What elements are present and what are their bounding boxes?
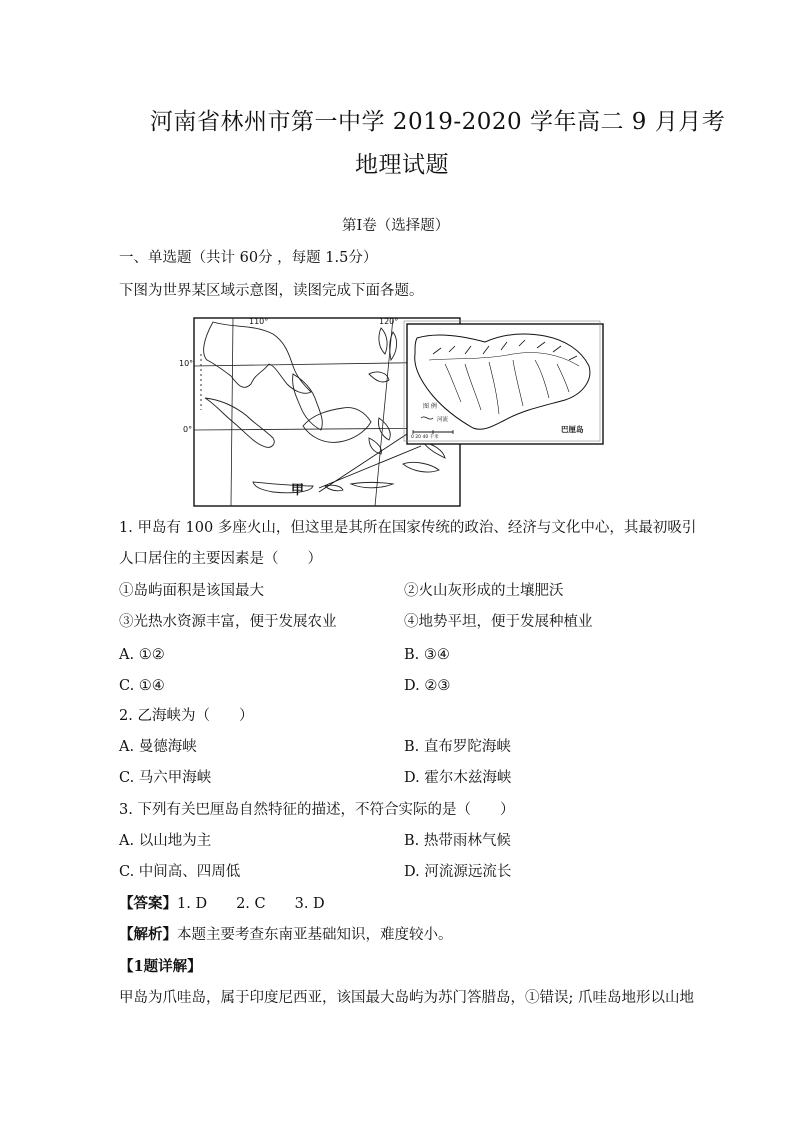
- question-3-stem: 3. 下列有关巴厘岛自然特征的描述，不符合实际的是（ ）: [119, 802, 515, 818]
- region-map-figure: [179, 314, 605, 508]
- q3-option-b: B. 热带雨林气候: [404, 833, 511, 849]
- q2-option-b: B. 直布罗陀海峡: [404, 739, 511, 755]
- analysis-text: 本题主要考查东南亚基础知识，难度较小。: [177, 927, 453, 943]
- region-map: [179, 314, 605, 508]
- q1-option-c: C. ①④: [119, 678, 165, 694]
- detail-text: 甲岛为爪哇岛，属于印度尼西亚，该国最大岛屿为苏门答腊岛，①错误; 爪哇岛地形以山地: [119, 990, 694, 1006]
- document-subtitle: 地理试题: [355, 152, 449, 178]
- q1-option-d: D. ②③: [404, 678, 451, 694]
- island-jia-label: 甲: [291, 483, 305, 498]
- answer-label: 【答案】: [119, 895, 177, 912]
- legend-river-label: 河流: [437, 417, 449, 423]
- statement-2: ②火山灰形成的土壤肥沃: [404, 583, 564, 599]
- question-2-stem: 2. 乙海峡为（ ）: [119, 708, 254, 724]
- q3-option-c: C. 中间高、四周低: [119, 864, 241, 880]
- part-heading: 一、单选题（共计 60分 ，每题 1.5分）: [119, 250, 378, 266]
- statement-3: ③光热水资源丰富，便于发展农业: [119, 614, 337, 630]
- question-1-stem-line1: 1. 甲岛有 100 多座火山，但这里是其所在国家传统的政治、经济与文化中心，其最初吸引: [119, 520, 697, 536]
- legend-title: 图 例: [423, 403, 437, 410]
- question-1-stem-line2: 人口居住的主要因素是（ ）: [119, 551, 322, 567]
- detail-heading: 【1题详解】: [119, 958, 202, 975]
- lon-label-110: 110°: [249, 317, 269, 326]
- q2-option-c: C. 马六甲海峡: [119, 770, 212, 786]
- q3-option-d: D. 河流源远流长: [404, 864, 512, 880]
- q1-option-b: B. ③④: [404, 647, 450, 663]
- statement-4: ④地势平坦，便于发展种植业: [404, 614, 593, 630]
- statement-1: ①岛屿面积是该国最大: [119, 583, 264, 599]
- answer-text: 1. D 2. C 3. D: [177, 896, 325, 912]
- q1-option-a: A. ①②: [119, 647, 165, 663]
- q2-option-a: A. 曼德海峡: [119, 739, 197, 755]
- bali-label: 巴厘岛: [561, 425, 584, 434]
- answer-line: [119, 894, 325, 914]
- scale-label: 0 20 40 千米: [411, 435, 439, 440]
- volume-heading: 第Ⅰ卷（选择题）: [342, 218, 450, 234]
- lat-label-0: 0°: [183, 425, 193, 434]
- analysis-line: [119, 925, 453, 945]
- q3-option-a: A. 以山地为主: [119, 833, 212, 849]
- document-title: 河南省林州市第一中学 2019-2020 学年高二 9 月月考: [150, 109, 726, 135]
- q2-option-d: D. 霍尔木兹海峡: [404, 770, 512, 786]
- lon-label-120: 120°: [379, 317, 399, 326]
- lat-label-10: 10°: [179, 359, 194, 368]
- intro-text: 下图为世界某区域示意图，读图完成下面各题。: [119, 283, 424, 299]
- analysis-label: 【解析】: [119, 926, 177, 943]
